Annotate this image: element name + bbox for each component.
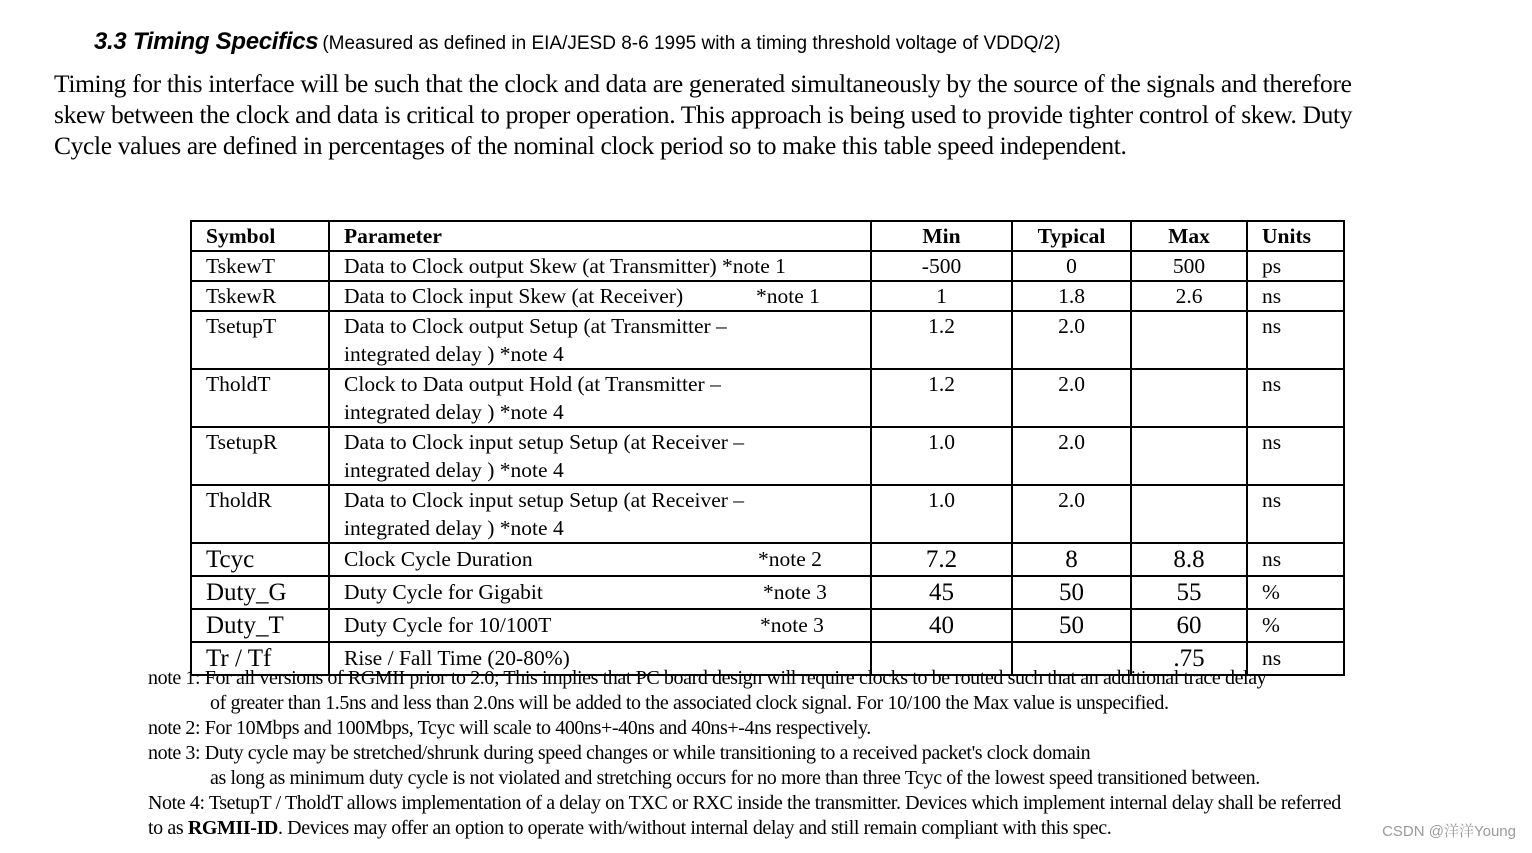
table-row: [191, 485, 1344, 543]
cell-parameter: Data to Clock output Skew (at Transmitter) *note 1: [329, 251, 871, 281]
table-row: [191, 609, 1344, 642]
cell-parameter: [329, 281, 871, 311]
note-4-pre: to as: [148, 817, 188, 839]
parameter-text: Duty Cycle for Gigabit: [344, 580, 543, 604]
note-3-cont: as long as minimum duty cycle is not violated and stretching occurs for no more than three Tcyc of the lowest speed transitioned between.: [210, 767, 1260, 789]
cell-units: ns: [1247, 642, 1344, 675]
cell-parameter: [329, 311, 871, 369]
cell-units: ps: [1247, 251, 1344, 281]
cell-units: %: [1247, 576, 1344, 609]
cell-parameter: [329, 576, 871, 609]
cell-typical: 50: [1012, 576, 1131, 609]
section-subtitle: (Measured as defined in EIA/JESD 8-6 1995 with a timing threshold voltage of VDDQ/2): [322, 33, 1061, 54]
header-units: Units: [1247, 221, 1344, 251]
table-row: [191, 311, 1344, 369]
cell-parameter: [329, 485, 871, 543]
table-row: [191, 576, 1344, 609]
cell-typical: 0: [1012, 251, 1131, 281]
cell-min: 7.2: [871, 543, 1012, 576]
cell-units: ns: [1247, 427, 1344, 485]
note-4-term: RGMII-ID: [187, 817, 278, 839]
cell-units: ns: [1247, 281, 1344, 311]
cell-typical: 2.0: [1012, 369, 1131, 427]
cell-typical: 2.0: [1012, 427, 1131, 485]
header-typical: Typical: [1012, 221, 1131, 251]
cell-parameter: Rise / Fall Time (20-80%): [329, 642, 871, 675]
table-row: [191, 427, 1344, 485]
note-2: note 2: For 10Mbps and 100Mbps, Tcyc will scale to 400ns+-40ns and 40ns+-4ns respectively.: [148, 717, 871, 739]
cell-max: .75: [1131, 642, 1247, 675]
intro-line: Timing for this interface will be such that the clock and data are generated simultaneously by the source of the signals and therefore: [54, 69, 1352, 98]
parameter-text: Data to Clock output Setup (at Transmitter –: [344, 314, 727, 338]
note-ref: *note 1: [756, 284, 820, 308]
parameter-text: Data to Clock input Skew (at Receiver): [344, 284, 684, 308]
header-symbol: Symbol: [191, 221, 329, 251]
table-row: [191, 281, 1344, 311]
parameter-text: Data to Clock input setup Setup (at Receiver –: [344, 430, 745, 454]
cell-max: 2.6: [1131, 281, 1247, 311]
cell-min: -500: [871, 251, 1012, 281]
cell-max: 8.8: [1131, 543, 1247, 576]
table-row: [191, 543, 1344, 576]
note-4: Note 4: TsetupT / TholdT allows implementation of a delay on TXC or RXC inside the transmitter. Devices which implement internal delay shall be referred: [148, 792, 1341, 814]
note-ref: *note 2: [758, 547, 822, 571]
cell-units: ns: [1247, 369, 1344, 427]
cell-parameter: [329, 427, 871, 485]
cell-max: 500: [1131, 251, 1247, 281]
cell-min: 1.0: [871, 427, 1012, 485]
table-row: [191, 369, 1344, 427]
cell-symbol: Duty_G: [191, 576, 329, 609]
parameter-text-cont: integrated delay ) *note 4: [344, 342, 564, 366]
section-heading: [94, 28, 1061, 56]
cell-symbol: Tcyc: [191, 543, 329, 576]
note-ref: *note 3: [760, 613, 824, 637]
cell-max: [1131, 369, 1247, 427]
header-min: Min: [871, 221, 1012, 251]
intro-paragraph: [54, 68, 1474, 161]
note-4-cont: [148, 816, 1488, 841]
cell-typical: 2.0: [1012, 485, 1131, 543]
footnotes: [148, 666, 1488, 841]
cell-max: [1131, 311, 1247, 369]
cell-typical: 8: [1012, 543, 1131, 576]
cell-parameter: [329, 609, 871, 642]
cell-typical: 2.0: [1012, 311, 1131, 369]
section-number: 3.3: [94, 28, 127, 55]
parameter-text: Clock to Data output Hold (at Transmitter –: [344, 372, 721, 396]
note-ref: *note 3: [763, 580, 827, 604]
parameter-text-cont: integrated delay ) *note 4: [344, 458, 564, 482]
cell-symbol: TholdT: [191, 369, 329, 427]
section-title: Timing Specifics: [132, 28, 319, 55]
cell-min: 1: [871, 281, 1012, 311]
parameter-text: Duty Cycle for 10/100T: [344, 613, 552, 637]
cell-units: %: [1247, 609, 1344, 642]
cell-max: [1131, 427, 1247, 485]
cell-min: 40: [871, 609, 1012, 642]
cell-symbol: TsetupT: [191, 311, 329, 369]
header-parameter: Parameter: [329, 221, 871, 251]
cell-symbol: TskewR: [191, 281, 329, 311]
table-row: [191, 251, 1344, 281]
cell-units: ns: [1247, 543, 1344, 576]
cell-parameter: [329, 543, 871, 576]
parameter-text-cont: integrated delay ) *note 4: [344, 516, 564, 540]
parameter-text-cont: integrated delay ) *note 4: [344, 400, 564, 424]
note-1-cont: of greater than 1.5ns and less than 2.0ns will be added to the associated clock signal. For 10/100 the Max value is unspecified.: [210, 692, 1169, 714]
cell-min: 45: [871, 576, 1012, 609]
note-4-post: . Devices may offer an option to operate with/without internal delay and still remain compliant with this spec.: [277, 817, 1112, 839]
note-3: note 3: Duty cycle may be stretched/shrunk during speed changes or while transitioning to a received packet's clock domain: [148, 742, 1091, 764]
cell-max: 55: [1131, 576, 1247, 609]
header-max: Max: [1131, 221, 1247, 251]
cell-typical: 50: [1012, 609, 1131, 642]
parameter-text: Clock Cycle Duration: [344, 547, 533, 571]
cell-symbol: Tr / Tf: [191, 642, 329, 675]
intro-line: Cycle values are defined in percentages of the nominal clock period so to make this table speed independent.: [54, 131, 1127, 160]
cell-min: 1.0: [871, 485, 1012, 543]
cell-units: ns: [1247, 485, 1344, 543]
cell-symbol: Duty_T: [191, 609, 329, 642]
cell-symbol: TsetupR: [191, 427, 329, 485]
cell-units: ns: [1247, 311, 1344, 369]
note-1: note 1: For all versions of RGMII prior to 2.0; This implies that PC board design will require clocks to be routed such that an additional trace delay: [148, 667, 1267, 689]
cell-symbol: TskewT: [191, 251, 329, 281]
watermark: CSDN @洋洋Young: [1382, 823, 1516, 840]
parameter-text: Data to Clock input setup Setup (at Receiver –: [344, 488, 745, 512]
cell-min: 1.2: [871, 369, 1012, 427]
cell-symbol: TholdR: [191, 485, 329, 543]
cell-parameter: [329, 369, 871, 427]
cell-min: 1.2: [871, 311, 1012, 369]
intro-line: skew between the clock and data is critical to proper operation. This approach is being used to provide tighter control of skew. Duty: [54, 100, 1353, 129]
cell-max: 60: [1131, 609, 1247, 642]
cell-max: [1131, 485, 1247, 543]
table-header-row: [191, 221, 1344, 251]
cell-typical: 1.8: [1012, 281, 1131, 311]
timing-table: [190, 220, 1345, 676]
